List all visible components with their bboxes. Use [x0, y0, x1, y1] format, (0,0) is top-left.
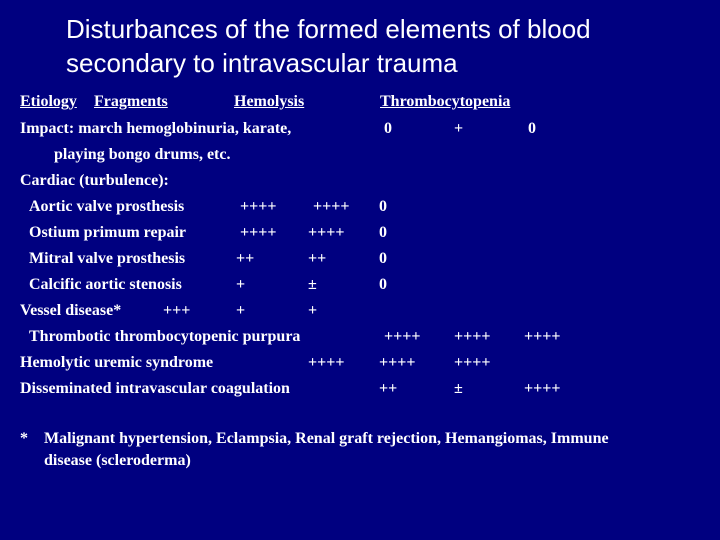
footnote-marker: * [20, 430, 28, 447]
row-dic-value-2: ± [454, 380, 463, 397]
row-ttp-value-1: ++++ [384, 328, 421, 345]
row-impact-label-continued: playing bongo drums, etc. [54, 146, 231, 163]
header-etiology: Etiology [20, 93, 77, 110]
row-mitral-value-3: 0 [379, 250, 387, 267]
row-hus-value-3: ++++ [454, 354, 491, 371]
header-hemolysis: Hemolysis [234, 93, 305, 110]
row-aortic-value-2: ++++ [313, 198, 350, 215]
row-vessel-label: Vessel disease* [20, 302, 122, 319]
row-ostium-label: Ostium primum repair [29, 224, 187, 241]
row-calcific-value-2: ± [308, 276, 317, 293]
row-mitral-value-2: ++ [308, 250, 327, 267]
row-calcific-value-1: + [236, 276, 246, 293]
header-thrombocytopenia: Thrombocytopenia [380, 93, 511, 110]
row-calcific-value-3: 0 [379, 276, 387, 293]
row-vessel-value-1: +++ [163, 302, 191, 319]
row-aortic-value-3: 0 [379, 198, 387, 215]
row-vessel-value-2: + [236, 302, 246, 319]
row-impact-label: Impact: march hemoglobinuria, karate, [20, 120, 292, 137]
row-ostium-value-2: ++++ [308, 224, 345, 241]
row-hus-value-1: ++++ [308, 354, 345, 371]
row-vessel-value-3: + [308, 302, 318, 319]
row-impact-value-3: 0 [528, 120, 536, 137]
footnote [20, 428, 700, 472]
header-fragments: Fragments [94, 93, 168, 110]
row-dic-value-1: ++ [379, 380, 398, 397]
row-ttp-label: Thrombotic thrombocytopenic purpura [29, 328, 301, 345]
row-mitral-label: Mitral valve prosthesis [29, 250, 186, 267]
row-dic-value-3: ++++ [524, 380, 561, 397]
row-calcific-label: Calcific aortic stenosis [29, 276, 182, 293]
row-hus-value-2: ++++ [379, 354, 416, 371]
row-hus-label: Hemolytic uremic syndrome [20, 354, 214, 371]
row-ostium-value-3: 0 [379, 224, 387, 241]
row-mitral-value-1: ++ [236, 250, 255, 267]
row-aortic-label: Aortic valve prosthesis [29, 198, 185, 215]
row-ttp-value-3: ++++ [524, 328, 561, 345]
row-aortic-value-1: ++++ [240, 198, 277, 215]
title-line-1: Disturbances of the formed elements of blood [66, 14, 591, 44]
footnote-line-1: Malignant hypertension, Eclampsia, Renal graft rejection, Hemangiomas, Immune [44, 430, 609, 447]
row-cardiac-label: Cardiac (turbulence): [20, 172, 169, 189]
row-impact-value-1: 0 [384, 120, 392, 137]
row-ostium-value-1: ++++ [240, 224, 277, 241]
row-impact-value-2: + [454, 120, 464, 137]
row-ttp-value-2: ++++ [454, 328, 491, 345]
footnote-line-2: disease (scleroderma) [44, 452, 191, 469]
slide-title [66, 12, 706, 80]
title-line-2: secondary to intravascular trauma [66, 48, 458, 78]
row-dic-label: Disseminated intravascular coagulation [20, 380, 290, 397]
